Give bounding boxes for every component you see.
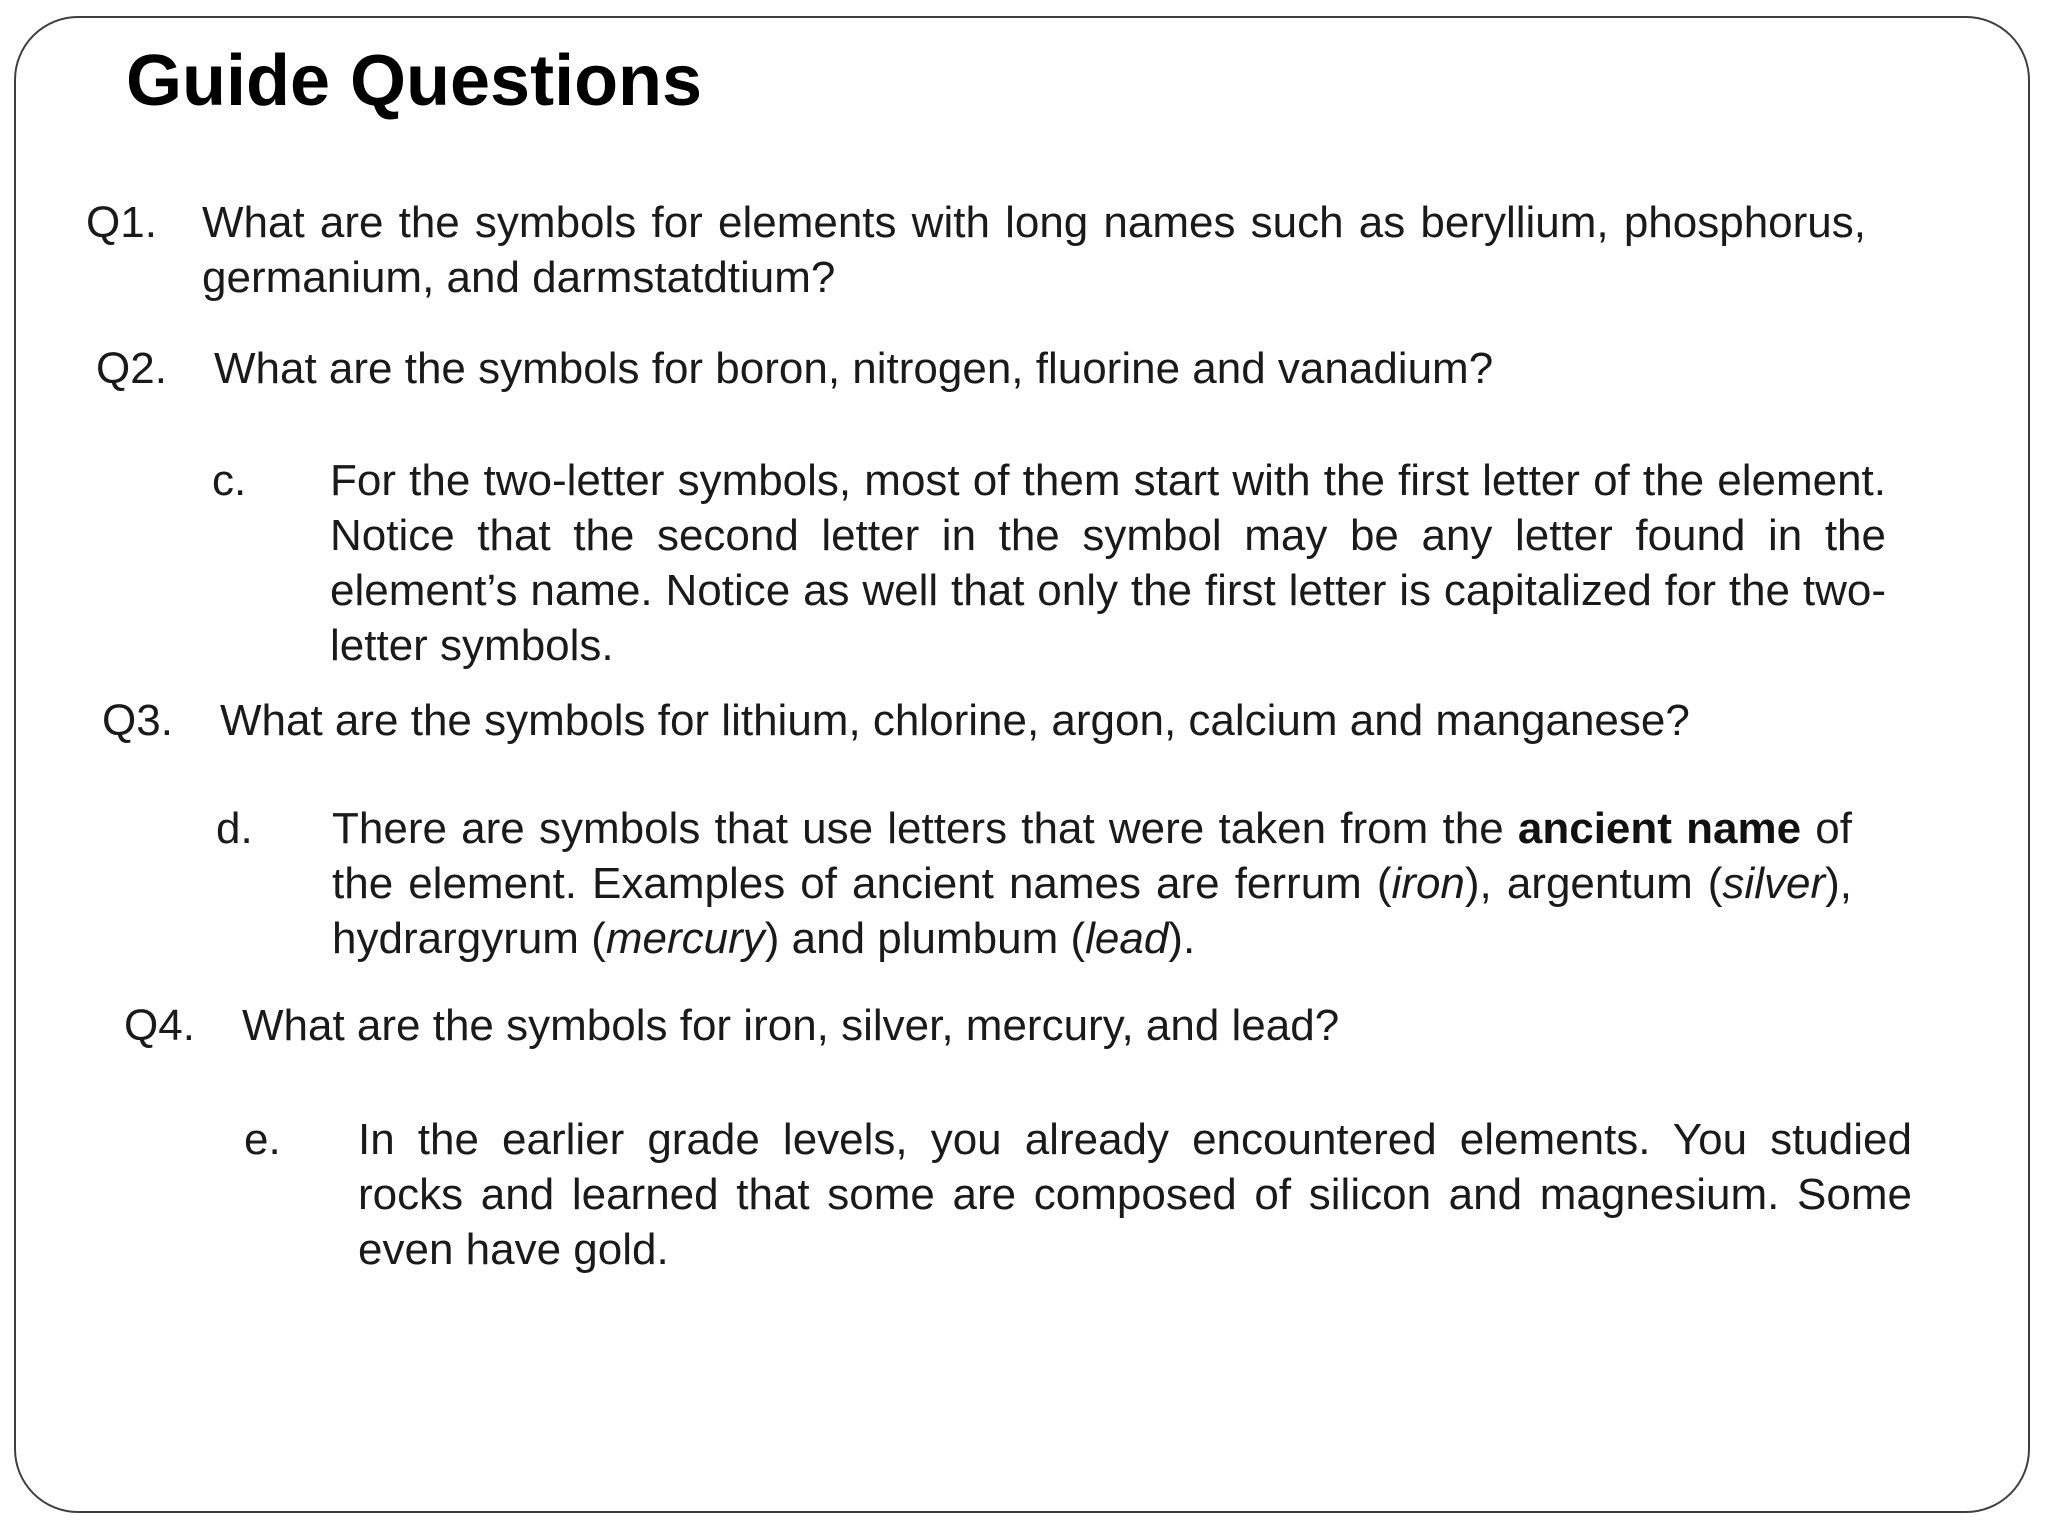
english-name-mercury: mercury xyxy=(605,914,765,963)
note-text-part: ). xyxy=(1168,914,1196,963)
page-title: Guide Questions xyxy=(126,41,703,121)
note-label: e. xyxy=(244,1115,281,1164)
note-text-part: ), argentum ( xyxy=(1464,859,1723,908)
note-text-part: of the element. Examples of ancient names are ferrum ( xyxy=(332,804,1852,908)
english-name-iron: iron xyxy=(1391,859,1465,908)
ancient-name-term: ancient name xyxy=(1517,804,1802,853)
note-text-part: There are symbols that use letters that were taken from the xyxy=(332,804,1518,853)
question-label: Q2. xyxy=(96,344,167,393)
question-text: What are the symbols for lithium, chlorine, argon, calcium and manganese? xyxy=(220,696,1690,745)
note-text: In the earlier grade levels, you already encountered elements. You studied rocks and learned that some are composed of silicon and magnesium. Some even have gold. xyxy=(358,1115,1912,1274)
english-name-silver: silver xyxy=(1722,859,1826,908)
question-text: What are the symbols for boron, nitrogen, fluorine and vanadium? xyxy=(214,344,1494,393)
question-text: What are the symbols for elements with long names such as beryllium, phosphorus, germanium, and darmstatdtium? xyxy=(202,198,1866,302)
note-label: c. xyxy=(212,456,247,505)
note-label: d. xyxy=(216,804,253,853)
note-text-part: ) and plumbum ( xyxy=(764,914,1086,963)
question-label: Q4. xyxy=(124,1001,195,1050)
question-label: Q3. xyxy=(102,696,173,745)
question-text: What are the symbols for iron, silver, mercury, and lead? xyxy=(242,1001,1340,1050)
english-name-lead: lead xyxy=(1085,914,1169,963)
note-text xyxy=(332,801,1852,966)
note-text-part: ), hydrargyrum ( xyxy=(332,859,1852,963)
question-label: Q1. xyxy=(86,198,157,247)
note-text: For the two-letter symbols, most of them start with the first letter of the element. Notice that the second letter in the symbol may be any letter found in the element’s name. Notice as well that only the first letter is capitalized for the two-letter symbols. xyxy=(330,456,1886,670)
